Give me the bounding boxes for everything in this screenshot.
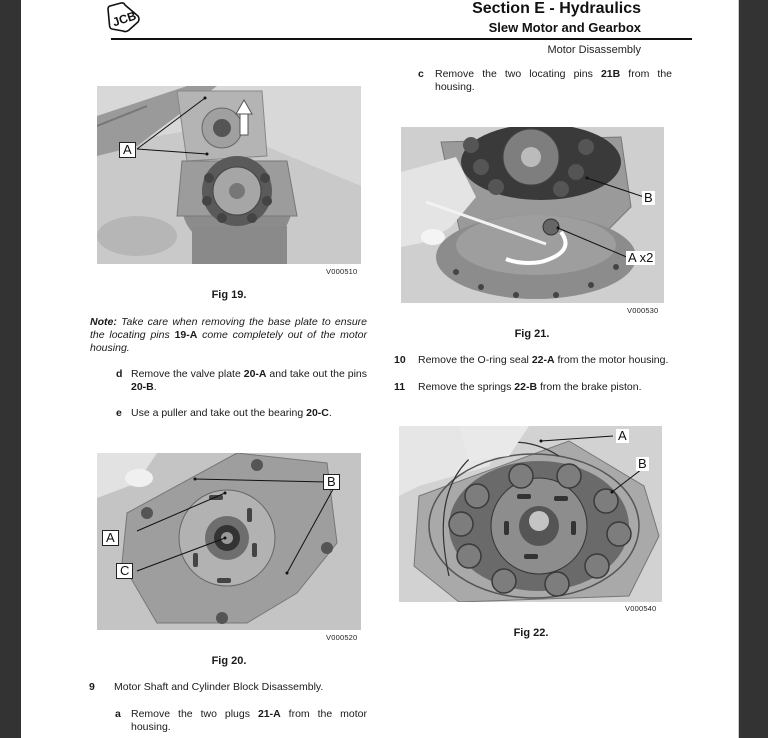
fig19-callout-a: A (119, 142, 136, 158)
step-9-text: Motor Shaft and Cylinder Block Disassembly. (114, 681, 324, 693)
fig20-callout-c: C (116, 563, 133, 579)
fig22-callout-a: A (618, 428, 627, 443)
step-a-text-part: from the motor housing. (131, 708, 367, 733)
fig19-photo (97, 86, 361, 264)
fig21-callout-a: A x2 (628, 250, 654, 265)
header-divider (111, 38, 692, 40)
step-d-text-part: . (153, 381, 157, 393)
section-title: Section E - Hydraulics (472, 0, 641, 17)
step-10-marker: 10 (394, 354, 406, 366)
fig20-caption: Fig 20. (211, 655, 247, 667)
step-d-marker: d (116, 368, 123, 380)
fig20-callout-a: A (102, 530, 119, 546)
step-e-marker: e (116, 407, 122, 419)
fig22-callout-b: B (638, 456, 647, 471)
fig21-caption: Fig 21. (514, 328, 550, 340)
step-11-marker: 11 (394, 381, 406, 393)
step-11-text-part: Remove the springs (418, 381, 515, 393)
fig20-callout-b: B (323, 474, 340, 490)
step-d-text (131, 368, 367, 394)
topic-label: Motor Disassembly (547, 44, 641, 56)
step-d-ref-b: 20-B (131, 381, 154, 393)
document-page (21, 0, 739, 738)
fig22-caption: Fig 22. (513, 627, 549, 639)
step-11-text-part: from the brake piston. (537, 381, 642, 393)
jcb-logo-icon (107, 2, 141, 33)
fig21-photo (401, 127, 664, 303)
fig20-photo (97, 453, 361, 630)
fig20-image-id: V000520 (326, 633, 358, 642)
step-10-text (418, 354, 698, 367)
step-11-text (418, 381, 698, 394)
step-d-text-part: Remove the valve plate (131, 368, 244, 380)
fig22-image-id: V000540 (625, 604, 657, 613)
note-ref: 19-A (174, 329, 198, 341)
viewer-scrollbar-area[interactable] (739, 0, 768, 738)
step-a-text-part: Remove the two plugs (131, 708, 258, 720)
step-d-text-part: and take out the pins (266, 368, 368, 380)
step-c-ref: 21B (600, 68, 621, 80)
step-10-text-part: from the motor housing. (554, 354, 669, 366)
step-c-text-part: Remove the two locating pins (435, 68, 601, 80)
fig19-image-id: V000510 (326, 267, 358, 276)
step-11-ref: 22-B (514, 381, 538, 393)
step-a-marker: a (115, 708, 121, 720)
note-text: Take care when removing the base plate to ensure the locating pins (90, 316, 367, 341)
step-e-text-part: Use a puller and take out the bearing (131, 407, 307, 419)
step-c-marker: c (418, 68, 424, 80)
fig21-callout-b: B (644, 190, 653, 205)
step-c-text-part: from the housing. (435, 68, 672, 93)
note-text-end: come completely out of the motor housing. (90, 329, 367, 354)
step-a-text (131, 708, 367, 734)
subsection-title: Slew Motor and Gearbox (488, 20, 641, 35)
step-e-text-part: . (328, 407, 332, 419)
fig19-caption: Fig 19. (211, 289, 247, 301)
step-e-ref: 20-C (306, 407, 329, 419)
fig22-photo (399, 426, 662, 602)
note-label: Note: (90, 316, 117, 328)
fig21-image-id: V000530 (627, 306, 659, 315)
step-9-marker: 9 (89, 681, 95, 693)
step-e-text (131, 407, 367, 420)
viewer-margin-left (0, 0, 21, 738)
step-c-text (435, 68, 672, 94)
step-d-ref-a: 20-A (243, 368, 267, 380)
step-10-text-part: Remove the O-ring seal (418, 354, 532, 366)
svg-text:JCB: JCB (110, 8, 138, 30)
step-a-ref: 21-A (257, 708, 281, 720)
note-paragraph (90, 316, 367, 355)
step-10-ref: 22-A (531, 354, 555, 366)
